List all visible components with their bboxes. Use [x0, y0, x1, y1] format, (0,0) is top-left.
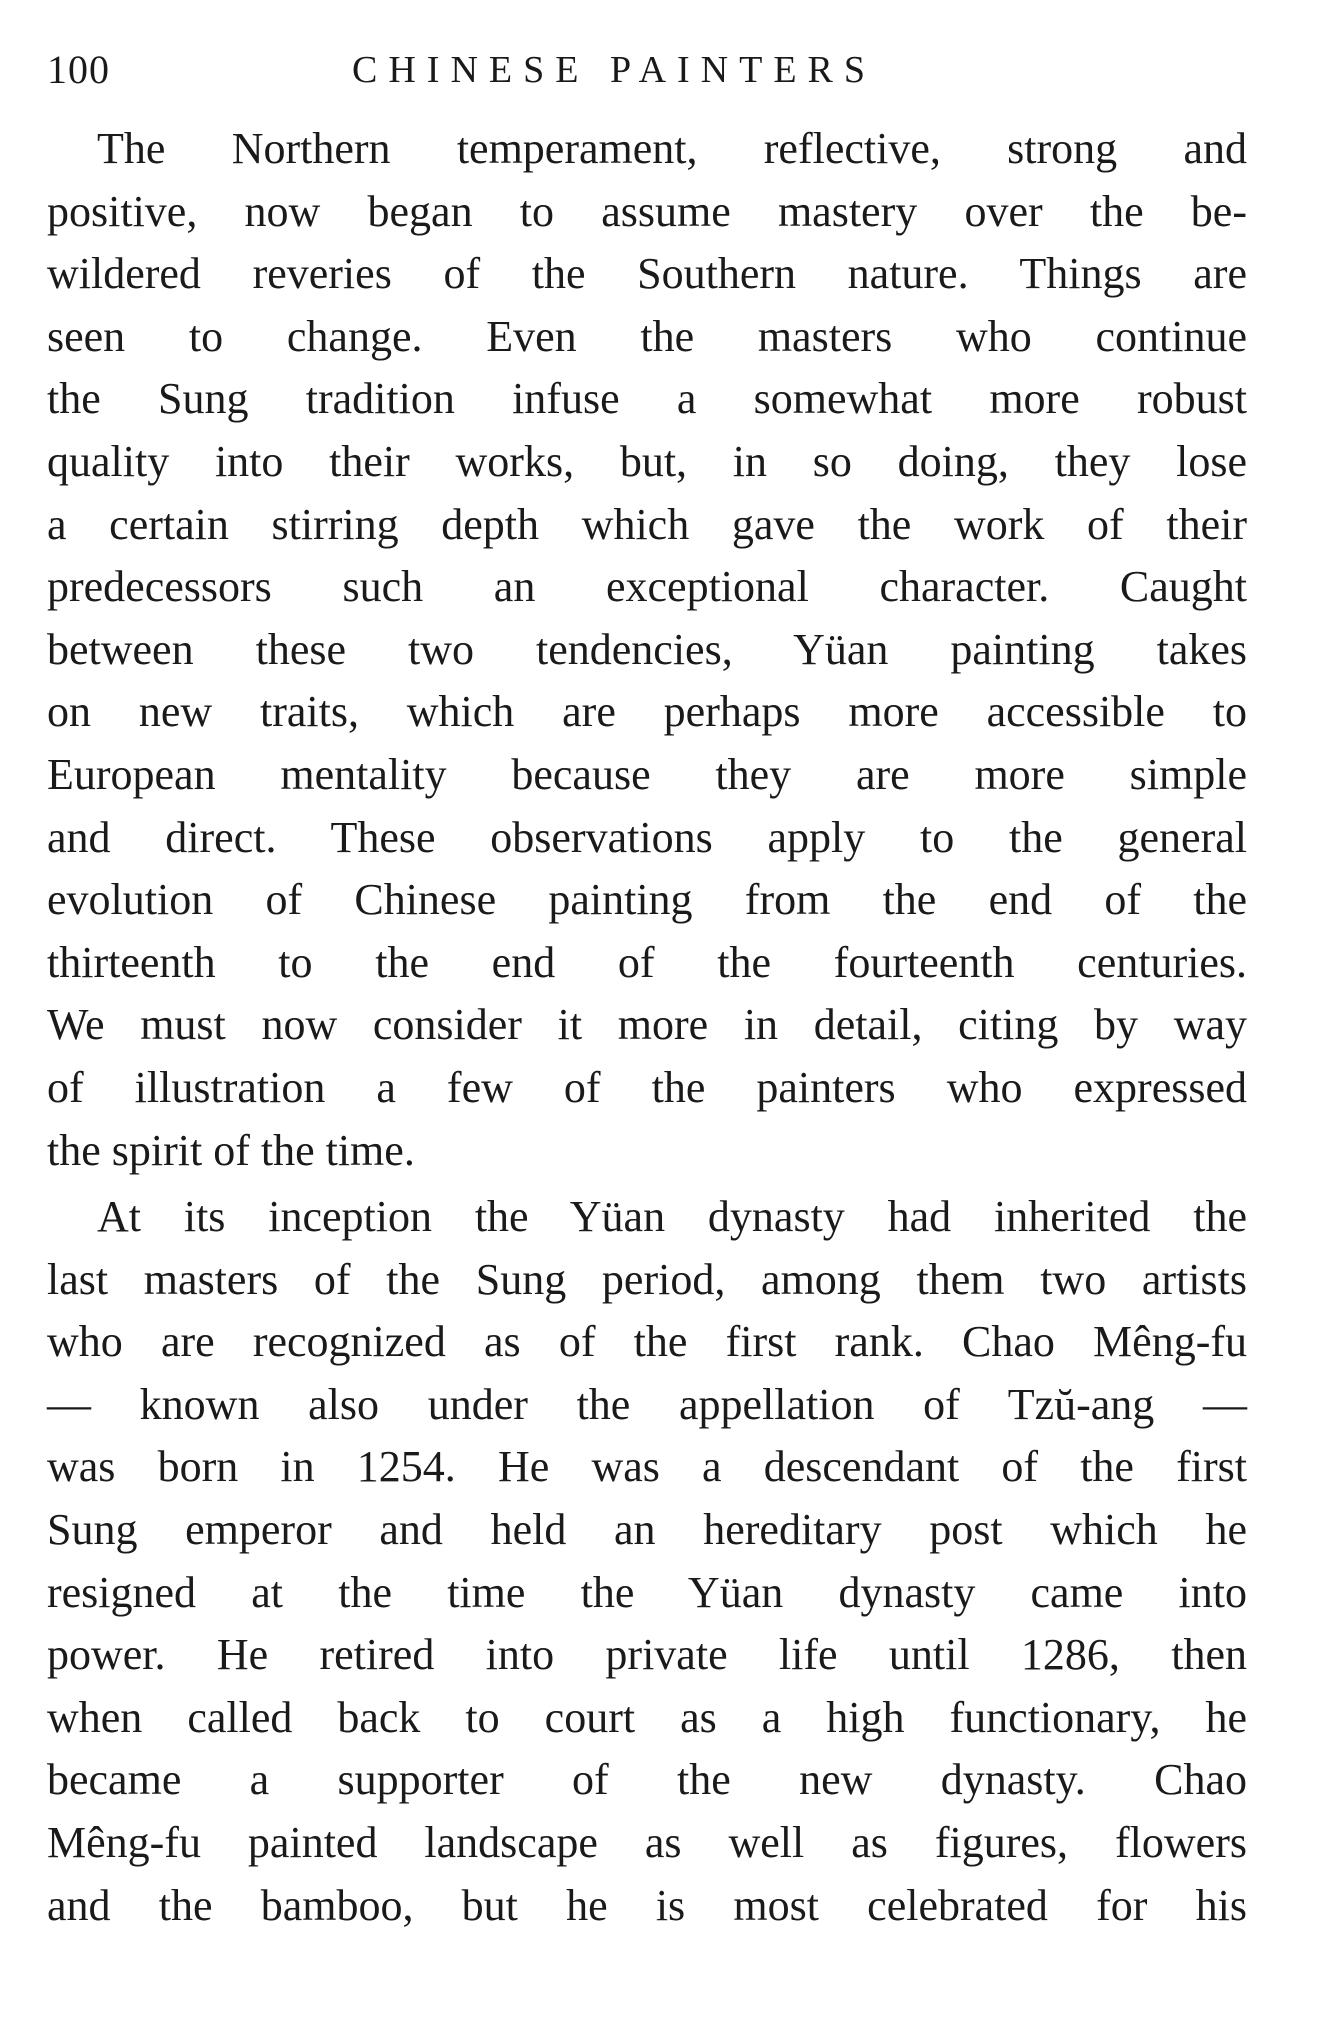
text-line: predecessors such an exceptional character. Caught	[47, 562, 1247, 612]
paragraph-1	[47, 118, 1247, 1182]
text-line: power. He retired into private life until 1286, then	[47, 1630, 1247, 1680]
text-line: and the bamboo, but he is most celebrated for his	[47, 1880, 1247, 1930]
text-line: evolution of Chinese painting from the end of the	[47, 875, 1247, 925]
text-line: became a supporter of the new dynasty. Chao	[47, 1755, 1247, 1805]
text-line: Mêng-fu painted landscape as well as figures, flowers	[47, 1818, 1247, 1868]
text-line: was born in 1254. He was a descendant of the first	[47, 1442, 1247, 1492]
text-line: The Northern temperament, reflective, strong and	[97, 124, 1247, 173]
text-line: last masters of the Sung period, among them two artists	[47, 1254, 1247, 1304]
text-line: resigned at the time the Yüan dynasty came into	[47, 1567, 1247, 1617]
page-number: 100	[47, 47, 110, 92]
text-line: who are recognized as of the first rank. Chao Mêng-fu	[47, 1317, 1247, 1367]
page-header	[47, 40, 1247, 100]
paragraph-2	[47, 1186, 1247, 1937]
text-line: positive, now began to assume mastery over the be-	[47, 186, 1247, 236]
text-line: We must now consider it more in detail, citing by way	[47, 1000, 1247, 1050]
text-line: the Sung tradition infuse a somewhat more robust	[47, 374, 1247, 424]
text-line: when called back to court as a high functionary, he	[47, 1692, 1247, 1742]
text-line: European mentality because they are more simple	[47, 749, 1247, 799]
text-line: — known also under the appellation of Tzŭ-ang —	[47, 1379, 1247, 1429]
text-line: At its inception the Yüan dynasty had inherited the	[97, 1192, 1247, 1242]
text-line: the spirit of the time.	[47, 1125, 415, 1175]
text-line: thirteenth to the end of the fourteenth centuries.	[47, 937, 1247, 987]
text-line: between these two tendencies, Yüan painting takes	[47, 624, 1247, 674]
text-line: and direct. These observations apply to the general	[47, 812, 1247, 862]
text-line: on new traits, which are perhaps more accessible to	[47, 687, 1247, 737]
text-line: wildered reveries of the Southern nature. Things are	[47, 249, 1247, 299]
text-line: Sung emperor and held an hereditary post which he	[47, 1505, 1247, 1555]
running-head: CHINESE PAINTERS	[352, 49, 877, 91]
text-line: seen to change. Even the masters who continue	[47, 311, 1247, 361]
text-line: a certain stirring depth which gave the work of their	[47, 499, 1247, 549]
text-line: quality into their works, but, in so doing, they lose	[47, 436, 1247, 486]
body-text	[47, 118, 1247, 1937]
text-line: of illustration a few of the painters who expressed	[47, 1062, 1247, 1112]
